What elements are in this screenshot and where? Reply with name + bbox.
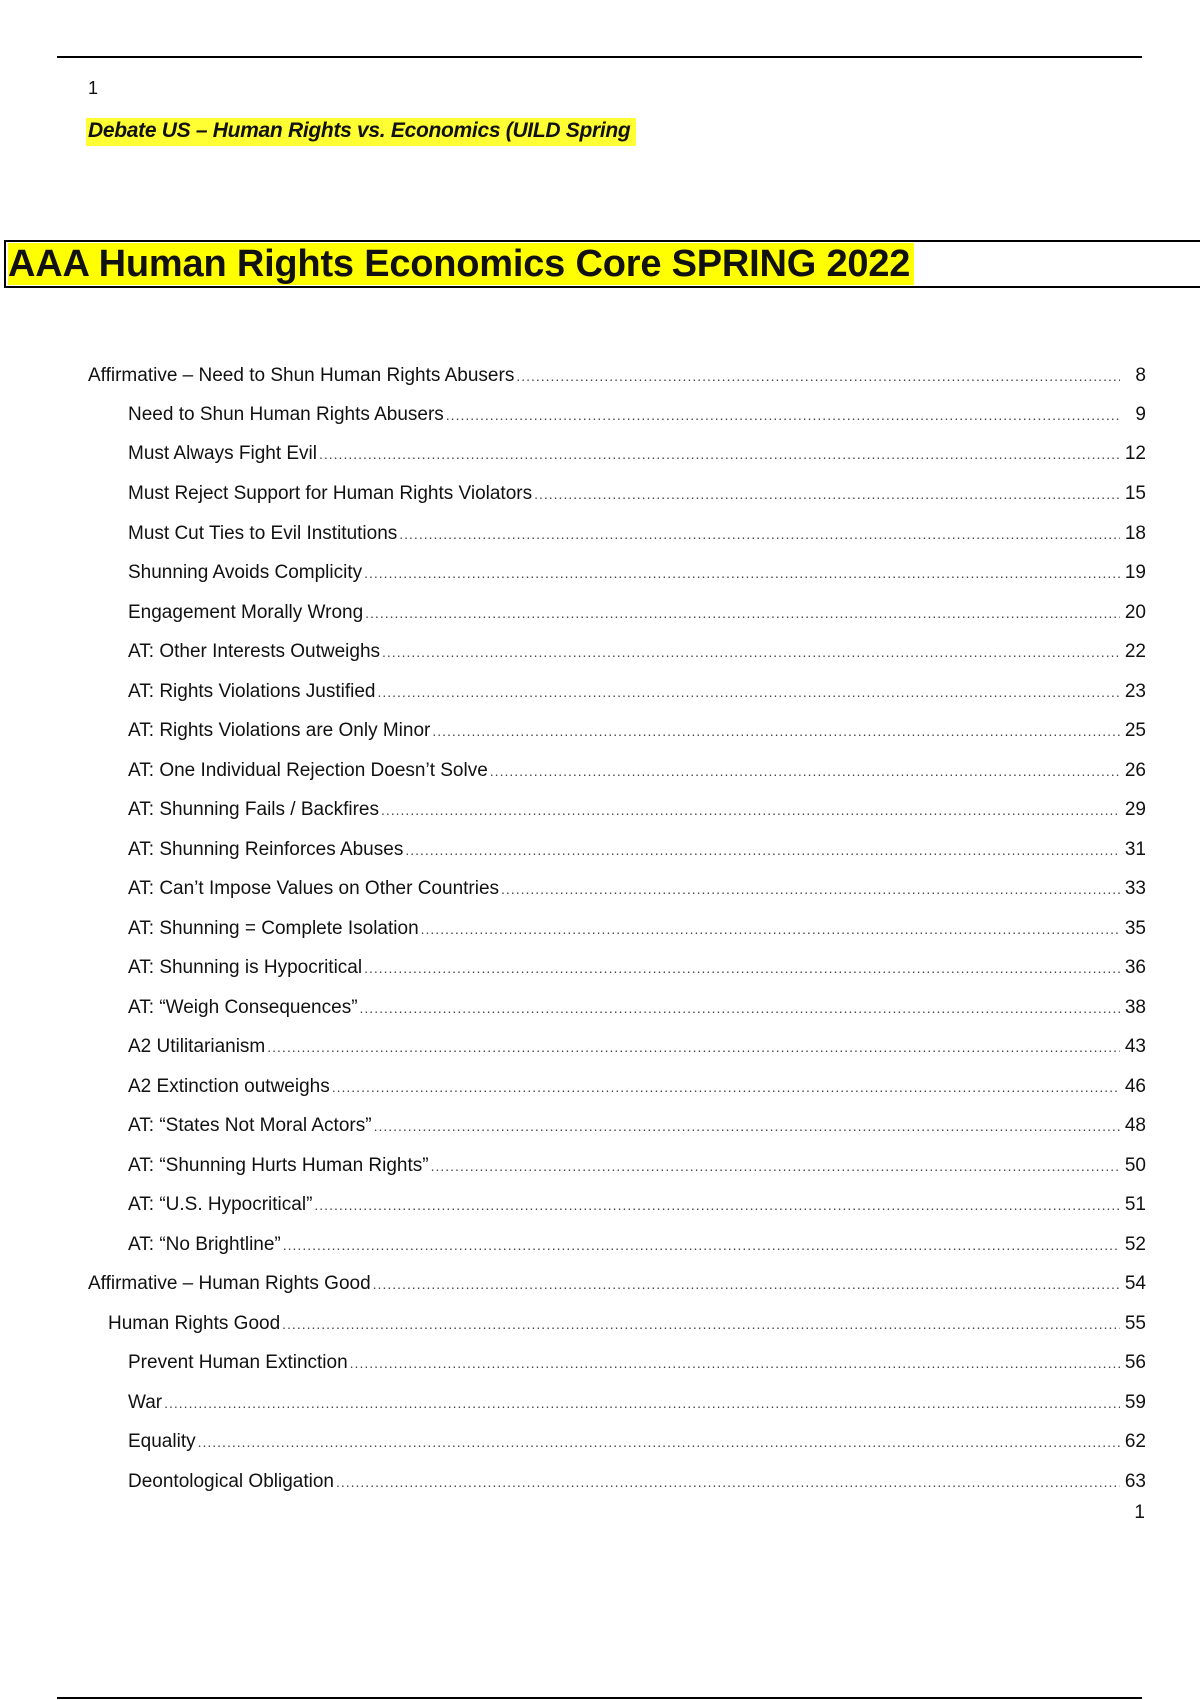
toc-entry[interactable] <box>128 917 1146 941</box>
toc-entry-label: AT: Other Interests Outweighs <box>128 641 381 662</box>
toc-entry-label: AT: “States Not Moral Actors” <box>128 1115 372 1136</box>
toc-leader-dots <box>198 1430 1120 1454</box>
toc-entry-page: 38 <box>1124 997 1146 1018</box>
toc-leader-dots <box>267 1035 1120 1059</box>
toc-leader-dots <box>446 403 1120 427</box>
toc-entry-page: 59 <box>1124 1392 1146 1413</box>
toc-leader-dots <box>373 1272 1120 1296</box>
toc-entry-label: Equality <box>128 1431 196 1452</box>
toc-entry-label: Deontological Obligation <box>128 1471 334 1492</box>
toc-leader-dots <box>364 956 1120 980</box>
toc-entry[interactable] <box>128 719 1146 743</box>
toc-entry-page: 25 <box>1124 720 1146 741</box>
toc-entry[interactable] <box>128 1391 1146 1415</box>
toc-entry-page: 56 <box>1124 1352 1146 1373</box>
toc-leader-dots <box>377 680 1120 704</box>
toc-entry-page: 35 <box>1124 918 1146 939</box>
toc-entry[interactable] <box>128 680 1146 704</box>
toc-leader-dots <box>431 1154 1120 1178</box>
toc-entry-page: 62 <box>1124 1431 1146 1452</box>
toc-entry[interactable] <box>128 442 1146 466</box>
toc-entry-label: A2 Extinction outweighs <box>128 1076 330 1097</box>
toc-entry[interactable] <box>128 956 1146 980</box>
toc-leader-dots <box>365 601 1120 625</box>
toc-leader-dots <box>350 1351 1120 1375</box>
toc-entry-page: 31 <box>1124 839 1146 860</box>
toc-entry-label: AT: Shunning = Complete Isolation <box>128 918 419 939</box>
toc-leader-dots <box>164 1391 1120 1415</box>
toc-entry[interactable] <box>128 1035 1146 1059</box>
toc-entry-label: Prevent Human Extinction <box>128 1352 348 1373</box>
toc-leader-dots <box>314 1193 1120 1217</box>
toc-entry-label: AT: “No Brightline” <box>128 1234 281 1255</box>
toc-entry-page: 12 <box>1124 443 1146 464</box>
toc-entry[interactable] <box>128 640 1146 664</box>
toc-entry-page: 20 <box>1124 602 1146 623</box>
toc-leader-dots <box>332 1075 1120 1099</box>
toc-entry-label: AT: Shunning is Hypocritical <box>128 957 363 978</box>
toc-entry-page: 26 <box>1124 760 1146 781</box>
toc-entry[interactable] <box>128 601 1146 625</box>
toc-entry-page: 51 <box>1124 1194 1146 1215</box>
toc-entry[interactable] <box>128 522 1146 546</box>
toc-entry[interactable] <box>88 364 1146 388</box>
toc-leader-dots <box>516 364 1120 388</box>
toc-entry[interactable] <box>128 1470 1146 1494</box>
running-head: Debate US – Human Rights vs. Economics (UILD Spring <box>86 118 636 146</box>
toc-entry-label: Shunning Avoids Complicity <box>128 562 363 583</box>
toc-entry-label: AT: Shunning Fails / Backfires <box>128 799 379 820</box>
toc-leader-dots <box>490 759 1120 783</box>
toc-entry-label: Must Cut Ties to Evil Institutions <box>128 523 398 544</box>
toc-entry-page: 36 <box>1124 957 1146 978</box>
toc-leader-dots <box>282 1312 1120 1336</box>
toc-entry[interactable] <box>128 1233 1146 1257</box>
toc-leader-dots <box>283 1233 1120 1257</box>
toc-entry[interactable] <box>128 1114 1146 1138</box>
toc-entry[interactable] <box>128 1154 1146 1178</box>
toc-leader-dots <box>374 1114 1120 1138</box>
toc-entry-label: AT: “U.S. Hypocritical” <box>128 1194 313 1215</box>
toc-entry-page: 18 <box>1124 523 1146 544</box>
toc-leader-dots <box>399 522 1120 546</box>
toc-entry-page: 33 <box>1124 878 1146 899</box>
toc-entry[interactable] <box>128 798 1146 822</box>
toc-entry-page: 8 <box>1135 365 1146 386</box>
toc-leader-dots <box>432 719 1120 743</box>
toc-entry-label: Affirmative – Human Rights Good <box>88 1273 371 1294</box>
toc-entry-label: Human Rights Good <box>108 1313 281 1334</box>
toc-entry-page: 23 <box>1124 681 1146 702</box>
toc-entry-label: A2 Utilitarianism <box>128 1036 266 1057</box>
toc-leader-dots <box>360 996 1120 1020</box>
toc-entry[interactable] <box>128 759 1146 783</box>
toc-entry-page: 48 <box>1124 1115 1146 1136</box>
toc-entry-page: 15 <box>1124 483 1146 504</box>
toc-entry[interactable] <box>128 838 1146 862</box>
toc-entry-page: 63 <box>1124 1471 1146 1492</box>
toc-leader-dots <box>382 640 1120 664</box>
toc-entry-label: AT: “Weigh Consequences” <box>128 997 358 1018</box>
toc-entry-page: 43 <box>1124 1036 1146 1057</box>
toc-entry-label: Must Reject Support for Human Rights Violators <box>128 483 533 504</box>
toc-leader-dots <box>534 482 1120 506</box>
toc-entry[interactable] <box>128 561 1146 585</box>
toc-entry-label: Must Always Fight Evil <box>128 443 317 464</box>
footer-page-number: 1 <box>1134 1502 1145 1523</box>
toc-leader-dots <box>364 561 1120 585</box>
toc-entry-label: AT: Rights Violations are Only Minor <box>128 720 431 741</box>
toc-entry-page: 50 <box>1124 1155 1146 1176</box>
toc-entry[interactable] <box>108 1312 1146 1336</box>
toc-entry-label: AT: Rights Violations Justified <box>128 681 376 702</box>
toc-entry-label: AT: Can’t Impose Values on Other Countries <box>128 878 500 899</box>
toc-entry[interactable] <box>128 877 1146 901</box>
toc-entry[interactable] <box>128 403 1146 427</box>
toc-entry[interactable] <box>128 996 1146 1020</box>
toc-entry-label: AT: Shunning Reinforces Abuses <box>128 839 404 860</box>
toc-entry-label: AT: One Individual Rejection Doesn’t Solve <box>128 760 488 781</box>
toc-entry-label: AT: “Shunning Hurts Human Rights” <box>128 1155 429 1176</box>
toc-entry-page: 9 <box>1135 404 1146 425</box>
toc-entry-page: 46 <box>1124 1076 1146 1097</box>
toc-leader-dots <box>421 917 1120 941</box>
toc-entry[interactable] <box>88 1272 1146 1296</box>
toc-leader-dots <box>501 877 1120 901</box>
toc-leader-dots <box>381 798 1120 822</box>
footer-rule <box>57 1697 1142 1699</box>
toc-entry-page: 19 <box>1124 562 1146 583</box>
toc-leader-dots <box>336 1470 1120 1494</box>
toc-leader-dots <box>405 838 1120 862</box>
toc-entry-page: 55 <box>1124 1313 1146 1334</box>
toc-entry-page: 29 <box>1124 799 1146 820</box>
toc-entry-label: Need to Shun Human Rights Abusers <box>128 404 444 425</box>
toc-entry[interactable] <box>128 1351 1146 1375</box>
toc-entry-page: 54 <box>1124 1273 1146 1294</box>
document-title: AAA Human Rights Economics Core SPRING 2022 <box>8 243 914 285</box>
toc-entry-label: Affirmative – Need to Shun Human Rights Abusers <box>88 365 515 386</box>
toc-entry[interactable] <box>128 1193 1146 1217</box>
toc-entry-label: Engagement Morally Wrong <box>128 602 364 623</box>
toc-entry[interactable] <box>128 1075 1146 1099</box>
toc-entry[interactable] <box>128 482 1146 506</box>
toc-entry-label: War <box>128 1392 163 1413</box>
toc-entry-page: 22 <box>1124 641 1146 662</box>
toc-leader-dots <box>319 442 1120 466</box>
toc-entry-page: 52 <box>1124 1234 1146 1255</box>
header-page-number: 1 <box>88 78 99 98</box>
toc-entry[interactable] <box>128 1430 1146 1454</box>
